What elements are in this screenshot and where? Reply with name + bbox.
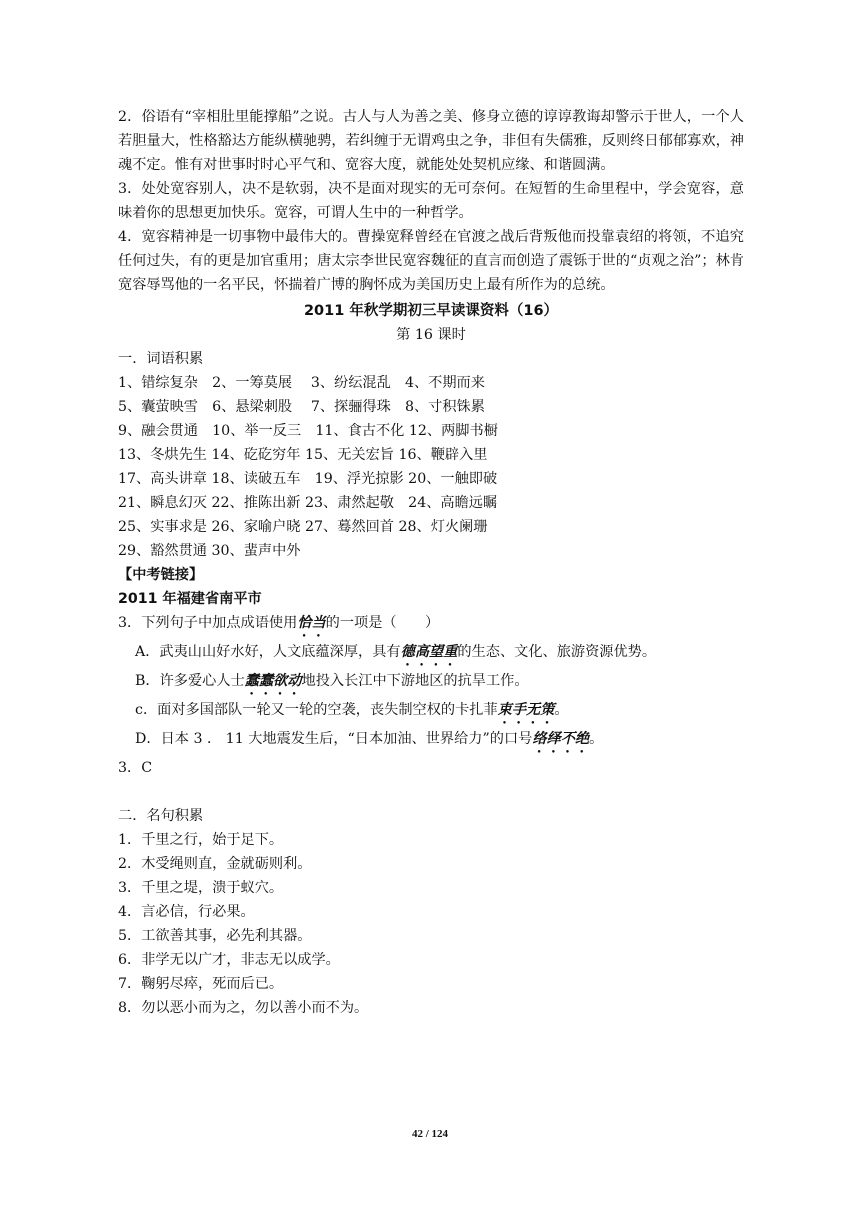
section-heading-vocabulary: 一．词语积累 <box>118 351 204 367</box>
exam-answer: 3．C <box>118 760 153 776</box>
vocab-line: 1、错综复杂 2、一筹莫展 3、纷纭混乱 4、不期而来 <box>118 375 485 391</box>
emphasized-word: 恰当 <box>297 615 326 631</box>
quote-line: 5．工欲善其事，必先利其器。 <box>118 928 312 944</box>
option-b: B．许多爱心人士蠢蠢欲动地投入长江中下游地区的抗旱工作。 <box>135 673 529 689</box>
exam-question: 3．下列句子中加点成语使用恰当的一项是（ ） <box>118 615 440 631</box>
vocab-line: 21、瞬息幻灭 22、推陈出新 23、肃然起敬 24、高瞻远瞩 <box>118 495 498 511</box>
vocab-line: 25、实事求是 26、家喻户晓 27、蓦然回首 28、灯火阑珊 <box>118 519 488 535</box>
exam-source: 2011 年福建省南平市 <box>118 591 262 607</box>
option-d: D．日本 3 ． 11 大地震发生后，“日本加油、世界给力”的口号络绎不绝。 <box>135 731 604 747</box>
vocab-line: 9、融会贯通 10、举一反三 11、食古不化 12、两脚书橱 <box>118 423 498 439</box>
paragraph-4: 4．宽容精神是一切事物中最伟大的。曹操宽释曾经在官渡之战后背叛他而投靠袁绍的将领，不追究任何过失，有的更是加官重用；唐太宗李世民宽容魏征的直言而创造了震铄于世的“贞观之治”；林肯宽容辱骂他的一名平民，怀揣着广博的胸怀成为美国历史上最有所作为的总统。 <box>118 229 744 293</box>
quote-line: 6．非学无以广才，非志无以成学。 <box>118 952 340 968</box>
emphasized-idiom: 蠢蠢欲动 <box>244 673 302 689</box>
quote-line: 8．勿以恶小而为之，勿以善小而不为。 <box>118 1000 369 1016</box>
document-page <box>118 105 744 1020</box>
emphasized-idiom: 络绎不绝 <box>532 731 590 747</box>
quote-line: 1．千里之行，始于足下。 <box>118 832 284 848</box>
option-a: A．武夷山山好水好，人文底蕴深厚，具有德高望重的生态、文化、旅游资源优势。 <box>135 644 657 660</box>
quote-line: 7．鞠躬尽瘁，死而后已。 <box>118 976 284 992</box>
quote-line: 2．木受绳则直，金就砺则利。 <box>118 856 312 872</box>
paragraph-2: 2．俗语有“宰相肚里能撑船”之说。古人与人为善之美、修身立德的谆谆教诲却警示于世人，一个人若胆量大，性格豁达方能纵横驰骋，若纠缠于无谓鸡虫之争，非但有失儒雅，反则终日郁郁寡欢，神魂不定。惟有对世事时时心平气和、宽容大度，就能处处契机应缘、和谐圆满。 <box>118 109 744 173</box>
vocab-line: 17、高头讲章 18、读破五车 19、浮光掠影 20、一触即破 <box>118 471 498 487</box>
option-c: c．面对多国部队一轮又一轮的空袭，丧失制空权的卡扎菲束手无策。 <box>135 702 569 718</box>
paragraph-3: 3．处处宽容别人，决不是软弱，决不是面对现实的无可奈何。在短暂的生命里程中，学会宽容，意味着你的思想更加快乐。宽容，可谓人生中的一种哲学。 <box>118 181 744 221</box>
quote-line: 3．千里之堤，溃于蚁穴。 <box>118 880 284 896</box>
emphasized-idiom: 德高望重 <box>400 644 458 660</box>
lesson-subtitle: 第 16 课时 <box>396 327 466 343</box>
exam-link-heading: 【中考链接】 <box>118 567 204 583</box>
emphasized-idiom: 束手无策 <box>497 702 555 718</box>
vocab-line: 29、豁然贯通 30、蜚声中外 <box>118 543 301 559</box>
page-number: 42 / 124 <box>411 1128 449 1140</box>
section-heading-quotes: 二．名句积累 <box>118 808 204 824</box>
blank-line <box>118 780 744 804</box>
page-title: 2011 年秋学期初三早读课资料（16） <box>303 303 559 319</box>
vocab-line: 13、冬烘先生 14、矻矻穷年 15、无关宏旨 16、鞭辟入里 <box>118 447 488 463</box>
vocab-line: 5、囊萤映雪 6、悬梁刺股 7、探骊得珠 8、寸积铢累 <box>118 399 485 415</box>
quote-line: 4．言必信，行必果。 <box>118 904 255 920</box>
